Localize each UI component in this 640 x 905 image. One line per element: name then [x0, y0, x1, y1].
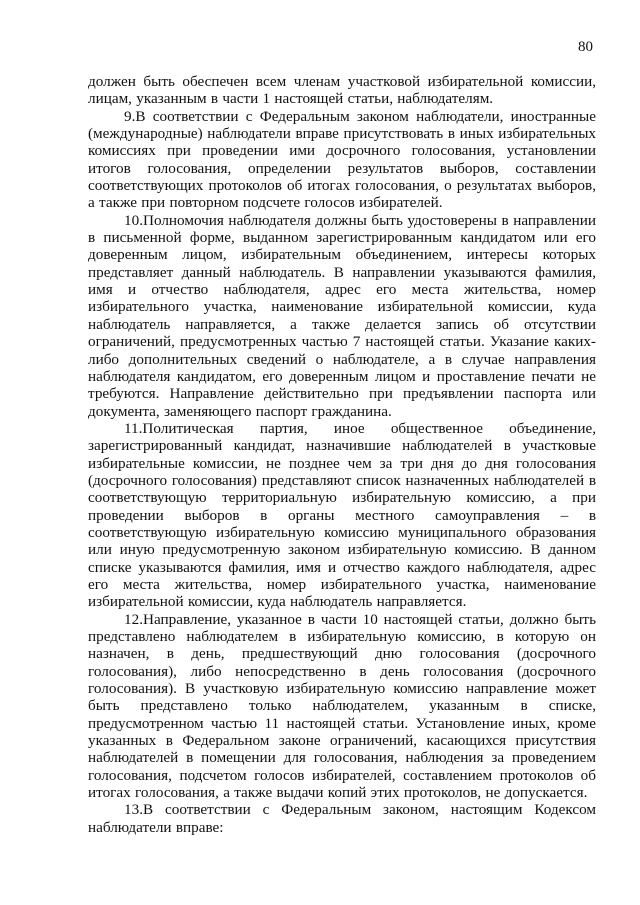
document-body: [88, 73, 596, 836]
paragraph-item-9: 9.В соответствии с Федеральным законом наблюдатели, иностранные (международные) наблюдатели вправе присутствовать в иных избирательных комиссиях при проведении ими досрочного голосования, установлении итогов голосования, определении результатов выборов, составлении соответствующих протоколов об итогах голосования, о результатах выборов, а также при повторном подсчете голосов избирателей.: [88, 107, 596, 212]
paragraph-item-12: 12.Направление, указанное в части 10 настоящей статьи, должно быть представлено наблюдателем в избирательную комиссию, в которую он назначен, в день, предшествующий дню голосования (досрочного голосования), либо непосредственно в день голосования (досрочного голосования). В участковую избирательную комиссию направление может быть представлено только наблюдателем, указанным в списке, предусмотренном частью 11 настоящей статьи. Установление иных, кроме указанных в Федеральном законе ограничений, касающихся присутствия наблюдателей в помещении для голосования, наблюдения за проведением голосования, подсчетом голосов избирателей, составлением протоколов об итогах голосования, а также выдачи копий этих протоколов, не допускается.: [88, 610, 596, 802]
paragraph-item-11: 11.Политическая партия, иное общественное объединение, зарегистрированный кандидат, назначившие наблюдателей в участковые избирательные комиссии, не позднее чем за три дня до дня голосования (досрочного голосования) представляют список назначенных наблюдателей в соответствующую территориальную избирательную комиссию, а при проведении выборов в органы местного самоуправления – в соответствующую избирательную комиссию муниципального образования или иную предусмотренную законом избирательную комиссию. В данном списке указываются фамилия, имя и отчество каждого наблюдателя, адрес его места жительства, номер избирательного участка, наименование избирательной комиссии, куда наблюдатель направляется.: [88, 419, 596, 611]
paragraph-continuation: должен быть обеспечен всем членам участковой избирательной комиссии, лицам, указанным в части 1 настоящей статьи, наблюдателям.: [88, 73, 596, 108]
paragraph-item-10: 10.Полномочия наблюдателя должны быть удостоверены в направлении в письменной форме, выданном зарегистрированным кандидатом или его доверенным лицом, избирательным объединением, интересы которых представляет данный наблюдатель. В направлении указываются фамилия, имя и отчество наблюдателя, адрес его места жительства, номер избирательного участка, наименование избирательной комиссии, куда наблюдатель направляется, а также делается запись об отсутствии ограничений, предусмотренных частью 7 настоящей статьи. Указание каких-либо дополнительных сведений о наблюдателе, а в случае направления наблюдателя кандидатом, его доверенным лицом и проставление печати не требуются. Направление действительно при предъявлении паспорта или документа, заменяющего паспорт гражданина.: [88, 211, 596, 420]
page-number: 80: [578, 39, 593, 55]
paragraph-item-13: 13.В соответствии с Федеральным законом, настоящим Кодексом наблюдатели вправе:: [88, 801, 596, 836]
